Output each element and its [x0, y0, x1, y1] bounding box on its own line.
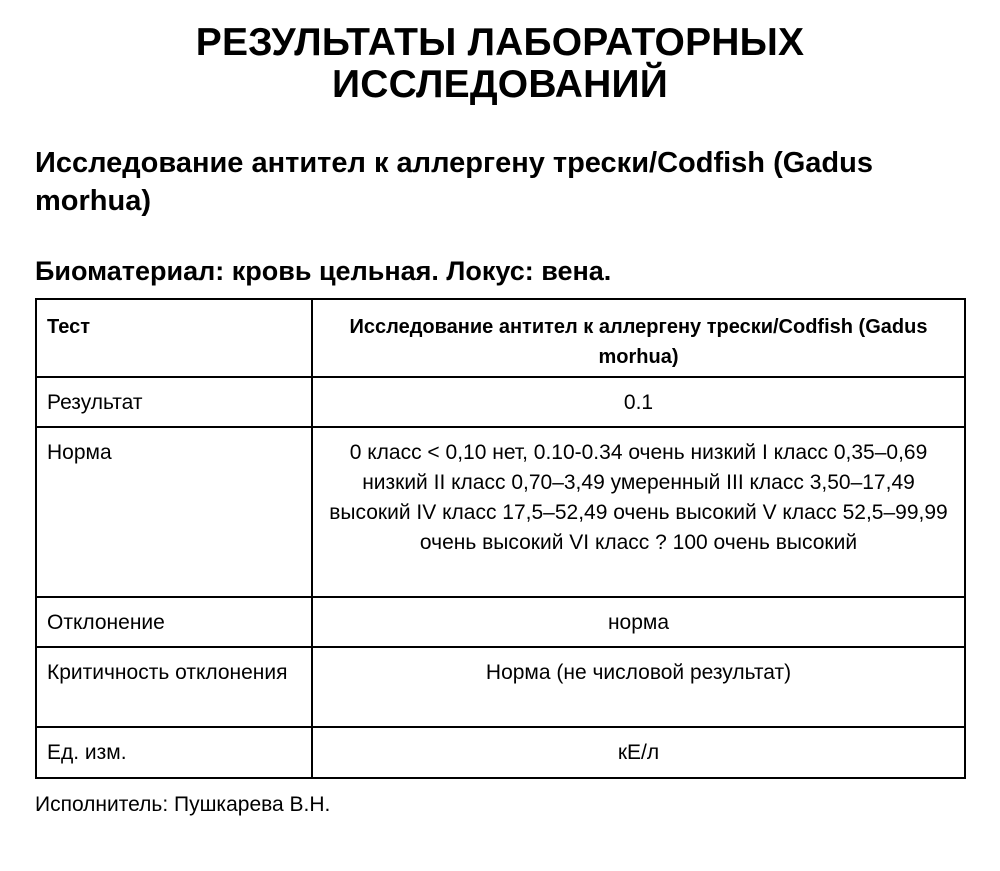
table-row-unit — [36, 727, 965, 778]
executor-line: Исполнитель: Пушкарева В.Н. — [35, 793, 331, 816]
header-value-cell: Исследование антител к аллергену трески/Codfish (Gadus morhua) — [312, 299, 965, 377]
table-row-result — [36, 377, 965, 427]
study-title: Исследование антител к аллергену трески/Codfish (Gadus morhua) — [35, 147, 873, 217]
table-row-deviation — [36, 597, 965, 647]
row-value-deviation: норма — [312, 597, 965, 647]
row-value-unit: кЕ/л — [312, 727, 965, 778]
row-value-norm: 0 класс < 0,10 нет, 0.10-0.34 очень низкий I класс 0,35–0,69 низкий II класс 0,70–3,49 умеренный III класс 3,50–17,49 высокий IV класс 17,5–52,49 очень высокий V класс 52,5–99,99 очень высокий VI класс ? 100 очень высокий — [312, 427, 965, 597]
biomaterial-line: Биоматериал: кровь цельная. Локус: вена. — [35, 256, 612, 286]
row-label-deviation: Отклонение — [36, 597, 312, 647]
row-label-criticality: Критичность отклонения — [36, 647, 312, 727]
row-label-norm: Норма — [36, 427, 312, 597]
document-title: РЕЗУЛЬТАТЫ ЛАБОРАТОРНЫХ ИССЛЕДОВАНИЙ — [195, 21, 805, 106]
row-label-result: Результат — [36, 377, 312, 427]
table-row-criticality — [36, 647, 965, 727]
table-header-row — [36, 299, 965, 377]
table-row-norm — [36, 427, 965, 597]
results-table — [35, 298, 966, 779]
row-value-result: 0.1 — [312, 377, 965, 427]
header-label-cell: Тест — [36, 299, 312, 377]
row-value-criticality: Норма (не числовой результат) — [312, 647, 965, 727]
row-label-unit: Ед. изм. — [36, 727, 312, 778]
